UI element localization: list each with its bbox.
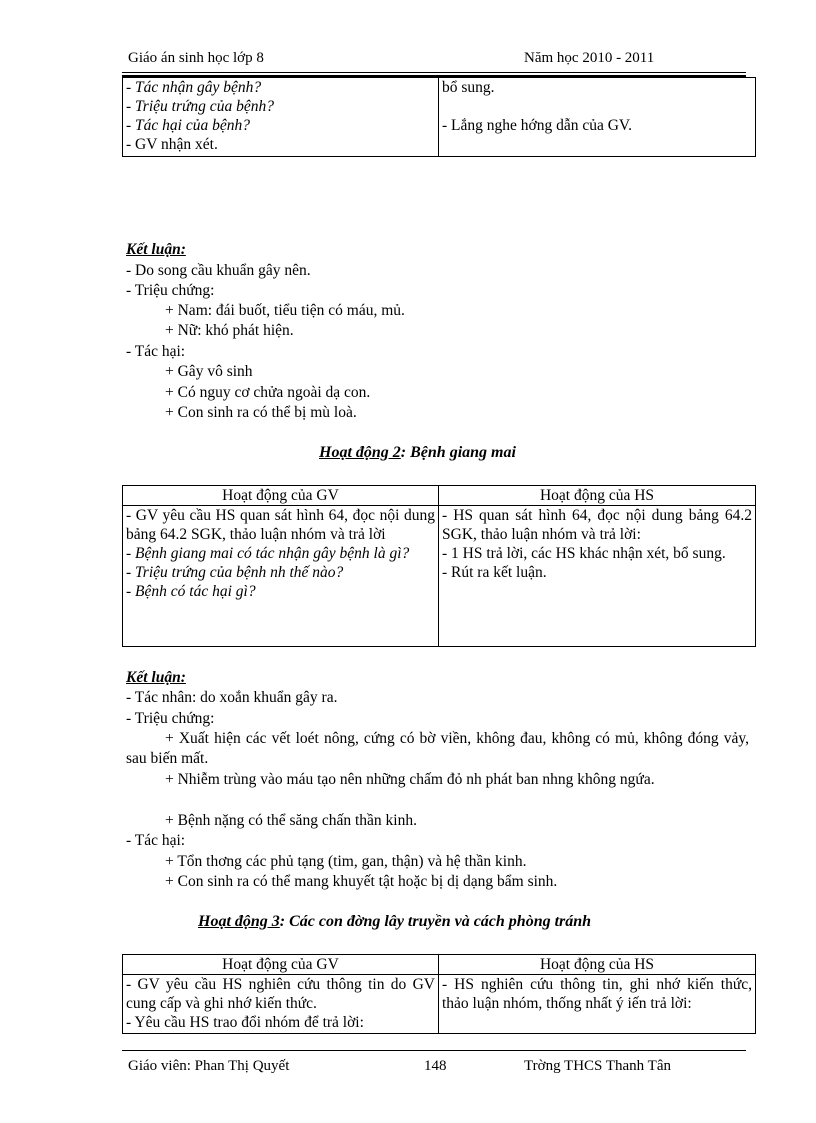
conclusion2-heading: Kết luận:: [126, 669, 186, 686]
conclusion1-line: - Tác hại:: [126, 343, 186, 360]
table2-hs-line: - HS quan sát hình 64, đọc nội dung bảng 64.2 SGK, thảo luận nhóm và trả lời:: [442, 507, 752, 543]
table1-hs-blank: [442, 97, 752, 116]
conclusion2-line: + Tổn thơng các phủ tạng (tim, gan, thận) và hệ thần kinh.: [165, 853, 527, 870]
activity3-title: [198, 913, 591, 931]
conclusion1-line: - Do song cầu khuẩn gây nên.: [126, 262, 311, 279]
header-subject: Giáo án sinh học lớp 8: [128, 50, 264, 66]
conclusion2-line: - Tác nhân: do xoắn khuẩn gây ra.: [126, 689, 338, 706]
conclusion2-line: + Con sinh ra có thể mang khuyết tật hoặc bị dị dạng bẩm sinh.: [165, 873, 558, 890]
activity2-title-prefix: Hoạt động 2: [319, 444, 401, 461]
table2-gv-question: - Bệnh có tác hại gì?: [126, 583, 256, 600]
table-header-row: [123, 486, 756, 506]
table2-gv-question: - Bệnh giang mai có tác nhận gây bệnh là gì?: [126, 545, 410, 562]
table3-gv-cell: [123, 975, 439, 1034]
activity2-title-rest: : Bệnh giang mai: [400, 444, 516, 461]
conclusion1-line: - Triệu chứng:: [126, 282, 215, 299]
table1-gv-cell: [123, 78, 439, 157]
activity3-title-rest: : Các con đờng lây truyền và cách phòng tránh: [279, 913, 592, 930]
header-school-year: Năm học 2010 - 2011: [524, 50, 655, 66]
conclusion2-line: + Bệnh nặng có thể săng chấn thần kinh.: [165, 812, 417, 829]
conclusion1-line: + Con sinh ra có thể bị mù loà.: [165, 404, 357, 421]
table1-gv-line: - GV nhận xét.: [126, 136, 218, 153]
conclusion1-line: + Có nguy cơ chửa ngoài dạ con.: [165, 384, 371, 401]
table3-header-gv: Hoạt động của GV: [123, 955, 439, 975]
table-header-row: [123, 955, 756, 975]
table1-gv-line: - Triệu trứng của bệnh?: [126, 98, 274, 115]
table3-gv-line: - GV yêu cầu HS nghiên cứu thông tin do GV cung cấp và ghi nhớ kiến thức.: [126, 976, 435, 1012]
table2-hs-cell: [439, 506, 756, 647]
conclusion1-line: + Gây vô sinh: [165, 363, 253, 380]
table3-header-hs: Hoạt động của HS: [439, 955, 756, 975]
footer-teacher: Giáo viên: Phan Thị Quyết: [128, 1058, 290, 1074]
table2-gv-cell: [123, 506, 439, 647]
table2-gv-text: - GV yêu cầu HS quan sát hình 64, đọc nội dung bảng 64.2 SGK, thảo luận nhóm và trả lời: [126, 507, 435, 543]
table-row: [123, 506, 756, 647]
conclusion2-paragraph: + Nhiễm trùng vào máu tạo nên những chấm đỏ nh phát ban nhng không ngứa.: [165, 771, 655, 788]
conclusion2-line: - Tác hại:: [126, 832, 186, 849]
activity2-title: [319, 444, 516, 462]
table2-hs-line: - 1 HS trả lời, các HS khác nhận xét, bổ sung.: [442, 545, 726, 562]
table-activity3: [122, 954, 756, 1034]
table-row: [123, 975, 756, 1034]
table2-header-gv: Hoạt động của GV: [123, 486, 439, 506]
table2-hs-line: - Rút ra kết luận.: [442, 564, 547, 581]
header-rule-thin: [122, 72, 746, 73]
table1-gv-line: - Tác nhận gây bệnh?: [126, 79, 262, 96]
table3-gv-line: - Yêu cầu HS trao đổi nhóm để trả lời:: [126, 1014, 364, 1031]
conclusion2-paragraph: + Xuất hiện các vết loét nông, cứng có bờ viền, không đau, không có mủ, không đóng vảy, sau biến mất.: [126, 730, 749, 767]
activity3-title-prefix: Hoạt động 3: [198, 913, 280, 930]
conclusion1-line: + Nam: đái buốt, tiểu tiện có máu, mủ.: [165, 302, 405, 319]
conclusion1-heading: Kết luận:: [126, 241, 186, 258]
conclusion1-line: + Nữ: khó phát hiện.: [165, 322, 294, 339]
table1-hs-line: bổ sung.: [442, 79, 495, 96]
footer-page-number: 148: [424, 1058, 447, 1074]
footer-school: Trờng THCS Thanh Tân: [524, 1058, 671, 1074]
table1-hs-line: - Lắng nghe hớng dẫn của GV.: [442, 117, 632, 134]
table1-gv-line: - Tác hại của bệnh?: [126, 117, 250, 134]
table3-hs-text: - HS nghiên cứu thông tin, ghi nhớ kiến thức, thảo luận nhóm, thống nhất ý iến trả lời:: [442, 976, 752, 1012]
table-activity1-continued: [122, 77, 756, 157]
conclusion2-line: - Triệu chứng:: [126, 710, 215, 727]
table3-hs-cell: [439, 975, 756, 1034]
footer-rule: [122, 1050, 746, 1051]
table2-header-hs: Hoạt động của HS: [439, 486, 756, 506]
table2-gv-question: - Triệu trứng của bệnh nh thế nào?: [126, 564, 344, 581]
table-row: [123, 78, 756, 157]
table-activity2: [122, 485, 756, 647]
table1-hs-cell: [439, 78, 756, 157]
